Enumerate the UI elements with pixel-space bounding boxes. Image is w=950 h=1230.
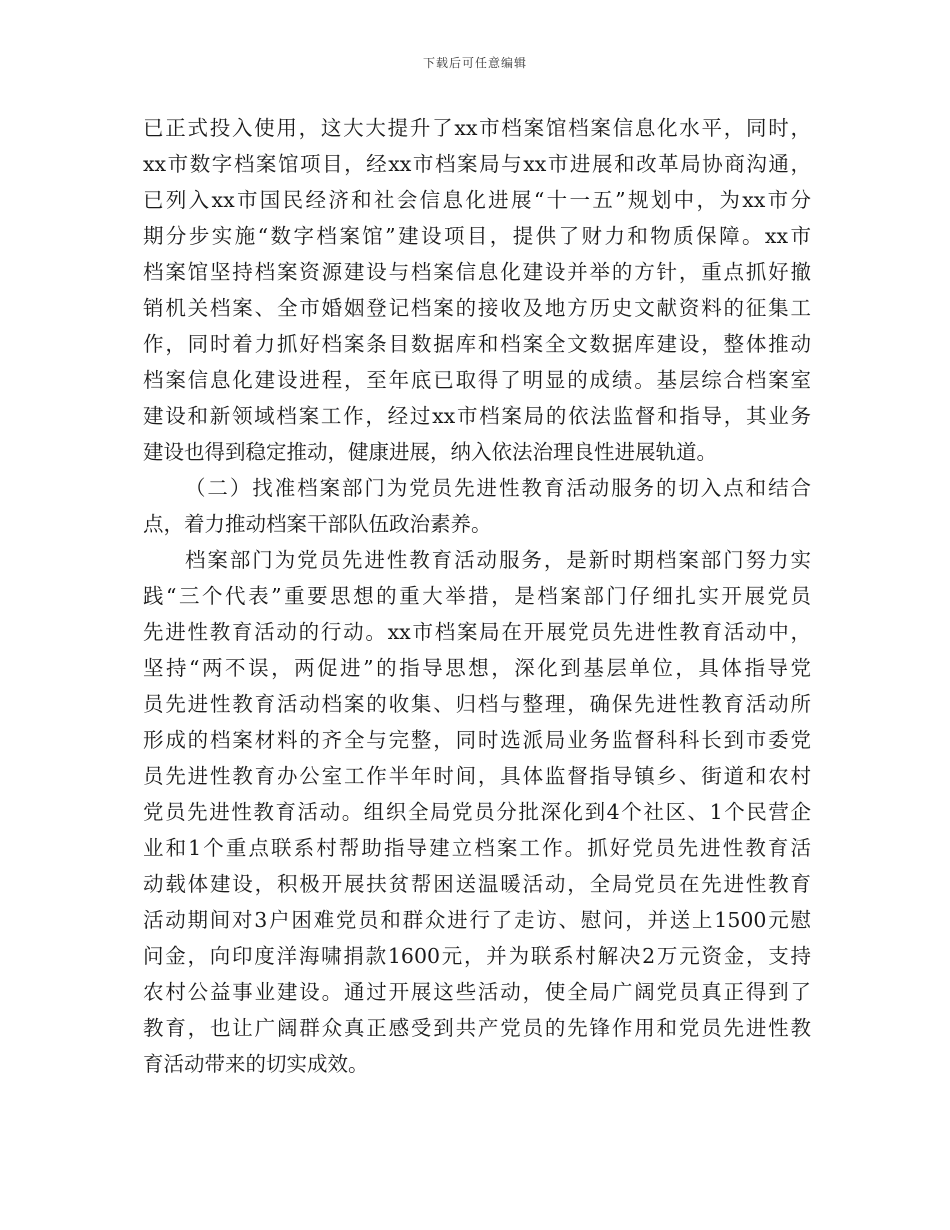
text-line: 员先进性教育办公室工作半年时间，具体监督指导镇乡、街道和农村	[143, 764, 811, 788]
text-line: 销机关档案、全市婚姻登记档案的接收及地方历史文献资料的征集工	[143, 296, 811, 320]
text-line: 先进性教育活动的行动。xx市档案局在开展党员先进性教育活动中，	[143, 620, 811, 644]
text-line: 建设和新领域档案工作，经过xx市档案局的依法监督和指导，其业务	[143, 404, 811, 428]
text-line: 员先进性教育活动档案的收集、归档与整理，确保先进性教育活动所	[143, 692, 811, 716]
text-line: 已列入xx市国民经济和社会信息化进展“十一五”规划中，为xx市分	[143, 188, 811, 212]
text-line: 党员先进性教育活动。组织全局党员分批深化到4个社区、1个民营企	[143, 800, 811, 824]
text-line: 教育，也让广阔群众真正感受到共产党员的先锋作用和党员先进性教	[143, 1016, 811, 1040]
text-line: 动载体建设，积极开展扶贫帮困送温暖活动，全局党员在先进性教育	[143, 872, 811, 896]
text-line: 问金，向印度洋海啸捐款1600元，并为联系村解决2万元资金，支持	[143, 944, 811, 968]
text-line: 业和1个重点联系村帮助指导建立档案工作。抓好党员先进性教育活	[143, 836, 811, 860]
document-body	[143, 110, 811, 1082]
text-line: 档案信息化建设进程，至年底已取得了明显的成绩。基层综合档案室	[143, 368, 811, 392]
text-line: xx市数字档案馆项目，经xx市档案局与xx市进展和改革局协商沟通，	[143, 152, 811, 176]
text-line: 形成的档案材料的齐全与完整，同时选派局业务监督科科长到市委党	[143, 728, 811, 752]
section-heading-2	[143, 470, 811, 542]
text-line: 档案馆坚持档案资源建设与档案信息化建设并举的方针，重点抓好撤	[143, 260, 811, 284]
text-line: 坚持“两不误，两促进”的指导思想，深化到基层单位，具体指导党	[143, 656, 811, 680]
text-line: 践“三个代表”重要思想的重大举措，是档案部门仔细扎实开展党员	[143, 584, 811, 608]
text-line: 农村公益事业建设。通过开展这些活动，使全局广阔党员真正得到了	[143, 980, 811, 1004]
text-line: 作，同时着力抓好档案条目数据库和档案全文数据库建设，整体推动	[143, 332, 811, 356]
text-line: 建设也得到稳定推动，健康进展，纳入依法治理良性进展轨道。	[143, 440, 717, 464]
text-line: 档案部门为党员先进性教育活动服务，是新时期档案部门努力实	[185, 548, 811, 572]
text-line: 育活动带来的切实成效。	[143, 1052, 369, 1076]
paragraph-1	[143, 110, 811, 470]
text-line: 点，着力推动档案干部队伍政治素养。	[143, 512, 492, 536]
text-line: （二）找准档案部门为党员先进性教育活动服务的切入点和结合	[185, 476, 811, 500]
page-header-note: 下载后可任意编辑	[422, 56, 527, 70]
text-line: 期分步实施“数字档案馆”建设项目，提供了财力和物质保障。xx市	[143, 224, 811, 248]
paragraph-3	[143, 542, 811, 1082]
text-line: 活动期间对3户困难党员和群众进行了走访、慰问，并送上1500元慰	[143, 908, 811, 932]
text-line: 已正式投入使用，这大大提升了xx市档案馆档案信息化水平，同时，	[143, 116, 811, 140]
